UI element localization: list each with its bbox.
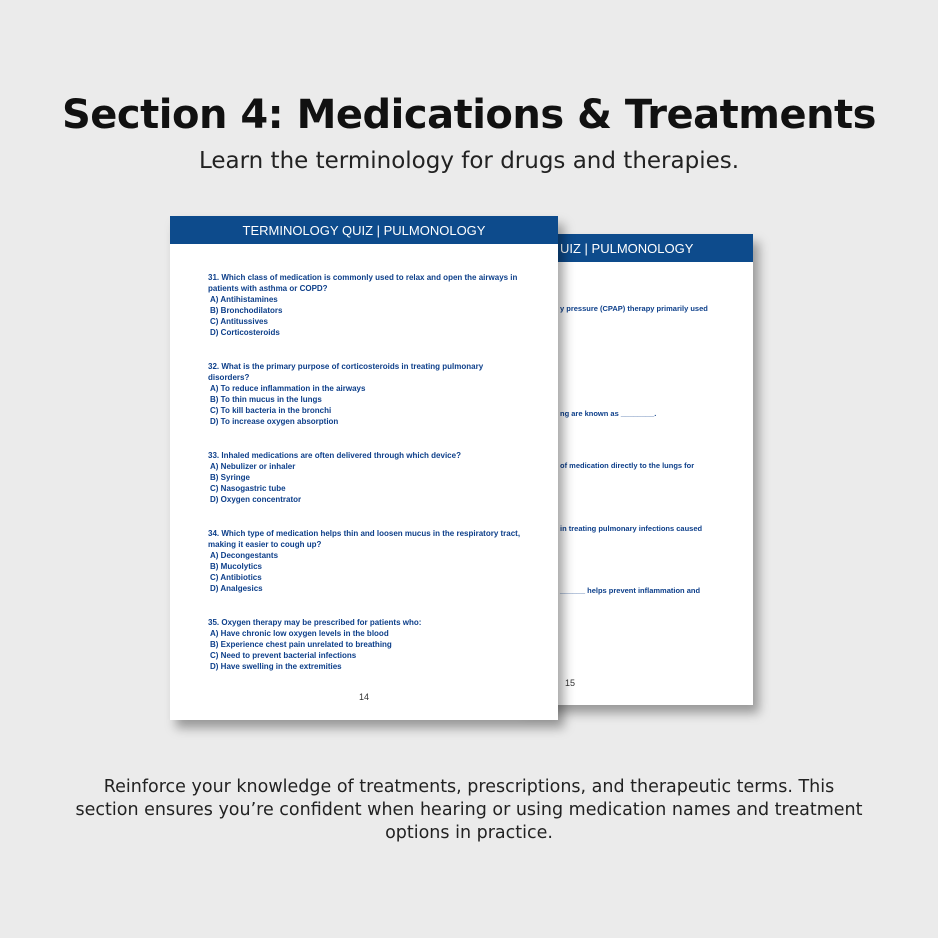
answer-option: A) Decongestants (210, 551, 279, 560)
answer-option: A) Have chronic low oxygen levels in the blood (210, 629, 389, 638)
page-number: 14 (359, 692, 370, 702)
section-subheading: Learn the terminology for drugs and therapies. (198, 148, 740, 174)
answer-option: D) Oxygen concentrator (210, 495, 302, 504)
quiz-page-14 (170, 216, 558, 720)
answer-option: A) Nebulizer or inhaler (210, 462, 296, 471)
quiz-question-34 (208, 528, 526, 594)
question-fragment: y pressure (CPAP) therapy primarily used (560, 304, 708, 313)
answer-option: C) Need to prevent bacterial infections (210, 651, 357, 660)
answer-option: C) Antibiotics (210, 573, 262, 582)
answer-option: D) Analgesics (210, 584, 263, 593)
quiz-question-35 (208, 617, 526, 672)
page-header-title: TERMINOLOGY QUIZ | PULMONOLOGY (242, 222, 486, 238)
quiz-question-32 (208, 361, 526, 427)
answer-option: D) Have swelling in the extremities (210, 662, 342, 671)
question-stem: 32. What is the primary purpose of corticosteroids in treating pulmonary disorders? (208, 362, 484, 382)
answer-option: A) Antihistamines (210, 295, 278, 304)
section-heading: Section 4: Medications & Treatments (61, 92, 876, 138)
answer-option: A) To reduce inflammation in the airways (210, 384, 366, 393)
question-stem: 34. Which type of medication helps thin and loosen mucus in the respiratory tract, making it easier to cough up? (208, 529, 521, 549)
answer-option: B) Bronchodilators (210, 306, 283, 315)
question-stem: 35. Oxygen therapy may be prescribed for patients who: (208, 618, 422, 627)
answer-option: C) Nasogastric tube (210, 484, 286, 493)
answer-option: C) Antitussives (210, 317, 268, 326)
question-fragment: ng are known as ________. (560, 409, 657, 418)
quiz-question-33 (208, 450, 526, 505)
section-description: Reinforce your knowledge of treatments, prescriptions, and therapeutic terms. This section ensures you’re confident when hearing or using medication names and treatment options in practice. (75, 777, 863, 843)
question-stem: 33. Inhaled medications are often delivered through which device? (208, 451, 461, 460)
answer-option: D) To increase oxygen absorption (210, 417, 339, 426)
question-stem: 31. Which class of medication is commonly used to relax and open the airways in patients with asthma or COPD? (208, 273, 518, 293)
question-fragment: in treating pulmonary infections caused (560, 524, 703, 533)
answer-option: B) Experience chest pain unrelated to breathing (210, 640, 392, 649)
question-fragment: of medication directly to the lungs for (560, 461, 695, 470)
answer-option: C) To kill bacteria in the bronchi (210, 406, 332, 415)
answer-option: B) Mucolytics (210, 562, 263, 571)
page-header-title: UIZ | PULMONOLOGY (560, 241, 694, 256)
answer-option: D) Corticosteroids (210, 328, 280, 337)
answer-option: B) To thin mucus in the lungs (210, 395, 322, 404)
answer-option: B) Syringe (210, 473, 251, 482)
page-number: 15 (565, 678, 576, 688)
page-header-front (170, 216, 558, 244)
quiz-question-31 (208, 272, 526, 338)
question-fragment: ______ helps prevent inflammation and (560, 586, 701, 595)
